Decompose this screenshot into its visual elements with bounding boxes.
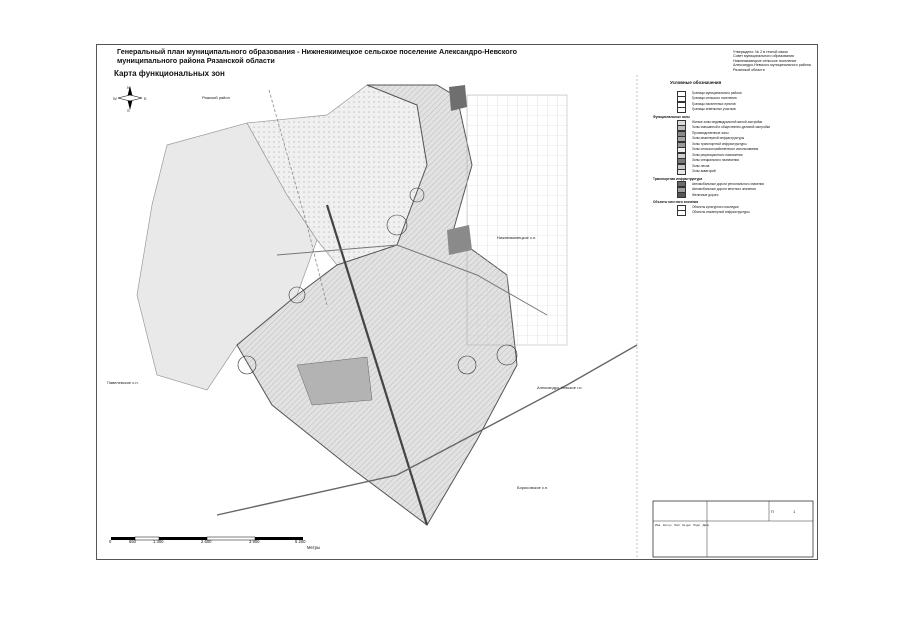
legend-section-heading: Функциональные зоны (653, 114, 690, 119)
scale-tick-4: 3 900 (249, 539, 260, 544)
legend-item-label: Зоны смешанной и общественно-деловой застройки (692, 125, 771, 130)
legend-item-label: Зоны лесов (692, 163, 710, 168)
map-subtitle: Карта функциональных зон (114, 69, 225, 78)
scale-unit: Метры (307, 545, 320, 550)
title-block (653, 501, 813, 557)
legend-item-label: Границы населенных пунктов (692, 101, 736, 106)
legend-item-label: Автомобильные дороги местного значения (692, 187, 756, 192)
stamp-line: Утверждено: № 2 в тесной связи (733, 50, 788, 54)
legend-title: Условные обозначения (670, 80, 722, 85)
legend-item-label: Зоны сельскохозяйственного использования (692, 147, 759, 152)
legend-body (653, 91, 813, 216)
production-zone-mid (447, 225, 472, 255)
legend-item-label: Зоны транспортной инфраструктуры (692, 141, 747, 146)
production-zone-north (449, 85, 467, 111)
legend-item (653, 193, 813, 199)
legend-item-label: Автомобильные дороги регионального значения (692, 181, 764, 186)
legend-item-label: Объекты культурного наследия (692, 204, 739, 209)
scale-tick-0: 0 (109, 539, 112, 544)
map-sheet (96, 44, 818, 560)
title-block-column-label: Дата (702, 523, 709, 527)
approval-stamp (733, 50, 813, 72)
legend-item-label: Границы земельных участков (692, 107, 736, 112)
compass-e: E (144, 96, 147, 101)
grid-field-east (467, 95, 567, 345)
legend-section-heading: Транспортная инфраструктура (653, 176, 703, 181)
legend-item-label: Зоны специального назначения (692, 158, 740, 163)
legend-item-label: Зоны инженерной инфраструктуры (692, 136, 745, 141)
legend-item-label: Жилые зоны индивидуальной жилой застройки (692, 119, 763, 124)
title-block-column-label: Изм. (655, 523, 661, 527)
map-title-line1: Генеральный план муниципального образования - Нижнеякимецкое сельское поселение Александро-Невского (117, 47, 517, 56)
legend-item-label: Зоны рекреационного назначения (692, 152, 743, 157)
map-title (117, 48, 517, 65)
compass-n: N (127, 85, 130, 90)
stamp-line: Совет муниципального образования (733, 54, 794, 59)
title-block-sheet: 1 (793, 509, 796, 514)
title-block-column-label: Подп. (693, 523, 701, 527)
scale-tick-3: 2 600 (201, 539, 212, 544)
legend-swatch (677, 107, 686, 113)
legend-item-label: Зоны акваторий (692, 169, 716, 174)
label-borisovskoe: Борисовское с.п. (517, 485, 549, 490)
stamp-line: Нижнеякимецкое сельское поселение (733, 58, 797, 63)
map-legend (653, 81, 813, 216)
legend-swatch (677, 192, 686, 198)
label-pavelevo: Павелевское с.п. (107, 380, 139, 385)
compass-s: S (127, 108, 130, 113)
title-block-stage: П (771, 509, 774, 514)
label-aleksandro-nevsky: Александро-Невское г.п. (537, 385, 583, 390)
compass-w: W (113, 96, 117, 101)
legend-item (653, 169, 813, 175)
legend-item-label: Железные дороги (692, 192, 719, 197)
scale-tick-5: 5 200 (295, 539, 306, 544)
legend-swatch (677, 169, 686, 175)
title-block-column-label: Кол.уч. (663, 523, 673, 527)
legend-section-heading: Объекты местного значения (653, 200, 699, 205)
legend-item-label: Производственные зоны (692, 130, 729, 135)
label-east: Нижнеякимецкое с.п. (497, 235, 537, 240)
stamp-line: Александро-Невского муниципального района (733, 63, 811, 68)
legend-item-label: Границы сельского поселения (692, 96, 737, 101)
stamp-line: Рязанской области (733, 67, 765, 72)
map-title-line2: муниципального района Рязанской области (117, 55, 275, 65)
legend-item (653, 107, 813, 113)
legend-swatch (677, 210, 686, 216)
legend-item-label: Объекты инженерной инфраструктуры (692, 210, 750, 215)
label-ryazhsky: Ряжский район (202, 95, 230, 100)
title-block-column-label: № док. (682, 523, 692, 527)
title-block-columns (655, 523, 709, 527)
legend-item-label: Границы муниципального района (692, 90, 742, 95)
north-arrow-icon (118, 86, 142, 110)
scale-tick-2: 1 300 (153, 539, 164, 544)
legend-item (653, 211, 813, 217)
scale-tick-1: 650 (129, 539, 136, 544)
title-block-column-label: Лист (674, 523, 681, 527)
